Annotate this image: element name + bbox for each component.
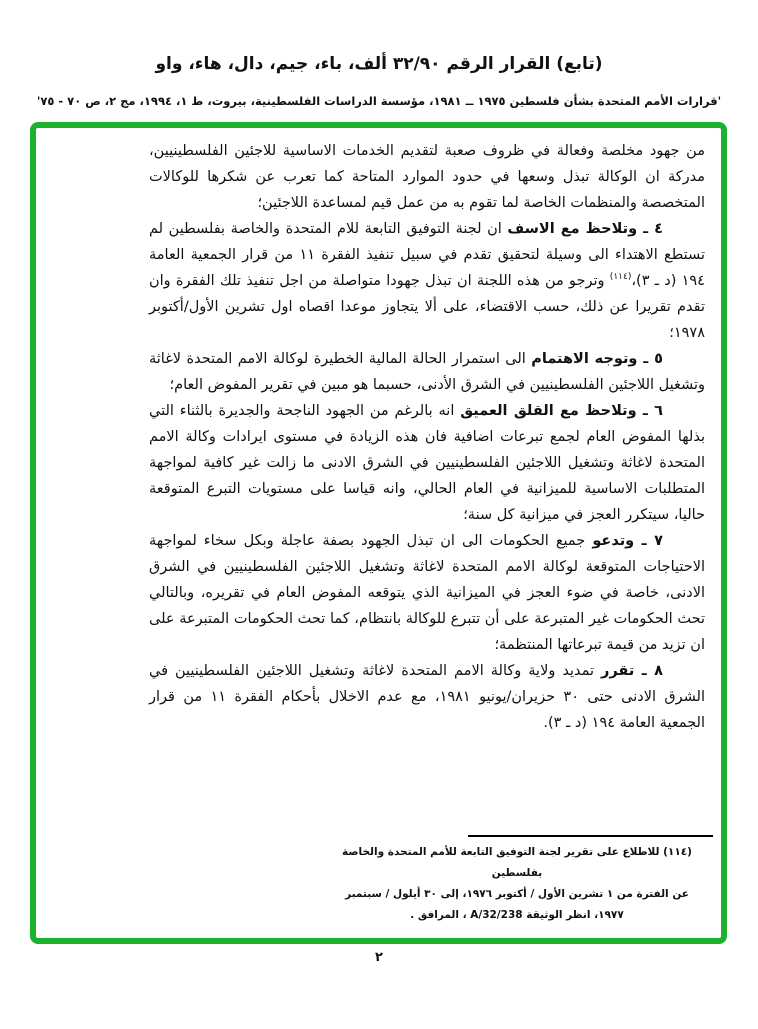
paragraph-7-text: جميع الحكومات الى ان تبذل الجهود بصفة عاجلة وبكل سخاء لمواجهة الاحتياجات المتوقعة لوكالة الامم المتحدة لاغاثة وتشغيل اللاجئين الفلسطينيين في الشرق الادنى، خاصة في ضوء العجز في الميزانية الذي يتوقعه المفوض العام في تقريره، وبالتالي تحث الحكومات غير المتبرعة على أن تتبرع للوكالة بانتظام، كما تحث الحكومات المتبرعة على ان تزيد من قيمة تبرعاتها المنتظمة؛ bbox=[149, 533, 705, 653]
source-citation: 'قرارات الأمم المتحدة بشأن فلسطين ١٩٧٥ ــ ١٩٨١، مؤسسة الدراسات الفلسطينية، بيروت، ط ١، ١٩٩٤، مج ٢، ص ٧٠ - ٧٥' bbox=[36, 94, 722, 108]
footnote bbox=[321, 835, 713, 926]
paragraph-5-lead: ٥ ـ وتوجه الاهتمام bbox=[531, 351, 663, 367]
paragraph-continuation: من جهود مخلصة وفعالة في ظروف صعبة لتقديم الخدمات الاساسية للاجئين الفلسطينيين، مدركة ان الوكالة تبذل وسعها في حدود الموارد المتاحة كما تعرب عن شكرها للوكالات المتخصصة والمنظمات الخاصة لما تقوم به من عمل قيم لمساعدة اللاجئين؛ bbox=[149, 143, 705, 211]
paragraph-4-lead: ٤ ـ وتلاحظ مع الاسف bbox=[507, 221, 663, 237]
paragraph-5 bbox=[149, 346, 705, 398]
paragraph-7-lead: ٧ ـ وتدعو bbox=[592, 533, 663, 549]
footnote-line-1: (١١٤) للاطلاع على تقرير لجنة التوفيق التابعة للأمم المتحدة والخاصة بفلسطين bbox=[342, 846, 692, 879]
paragraph-4-text-continued: وترجو من هذه اللجنة ان تبذل جهودا متواصلة من اجل تنفيذ تلك الفقرة وان تقدم تقريرا عن ذلك، حسب الاقتضاء، على ألا يتجاوز موعدا اقصاه اول تشرين الأول/أكتوبر ١٩٧٨؛ bbox=[149, 273, 705, 341]
footnote-line-3: ١٩٧٧، انظر الوثيقة A/32/238 ، المرافق . bbox=[410, 909, 624, 921]
footnote-reference-114: (١١٤) bbox=[609, 272, 632, 283]
paragraph-4 bbox=[149, 216, 705, 346]
page-number: ٢ bbox=[375, 950, 383, 965]
paragraph-5-text: الى استمرار الحالة المالية الخطيرة لوكالة الامم المتحدة لاغاثة وتشغيل اللاجئين الفلسطينيين في الشرق الأدنى، حسبما هو مبين في تقرير المفوض العام؛ bbox=[149, 351, 705, 393]
footnote-rule bbox=[468, 835, 713, 837]
paragraph-4-text: ان لجنة التوفيق التابعة للام المتحدة والخاصة بفلسطين لم تستطع الاهتداء الى وسيلة لتحقيق تقدم في سبيل تنفيذ الفقرة ١١ من قرار الجمعية العامة ١٩٤ (د ـ ٣)، bbox=[149, 221, 705, 289]
footnote-line-2: عن الفترة من ١ تشرين الأول / أكتوبر ١٩٧٦، إلى ٣٠ أيلول / سبتمبر bbox=[345, 888, 689, 900]
resolution-text bbox=[149, 138, 705, 736]
paragraph-6 bbox=[149, 398, 705, 528]
paragraph-8 bbox=[149, 658, 705, 736]
paragraph-8-text: تمديد ولاية وكالة الامم المتحدة لاغاثة وتشغيل اللاجئين الفلسطينيين في الشرق الادنى حتى ٣٠ حزيران/يونيو ١٩٨١، مع عدم الاخلال بأحكام الفقرة ١١ من قرار الجمعية العامة ١٩٤ (د ـ ٣). bbox=[149, 663, 705, 731]
paragraph-6-lead: ٦ ـ وتلاحظ مع القلق العميق bbox=[460, 403, 663, 419]
paragraph-8-lead: ٨ ـ تقرر bbox=[601, 663, 663, 679]
paragraph-6-text: انه بالرغم من الجهود الناجحة والجديرة بالثناء التي بذلها المفوض العام لجمع تبرعات اضافية فان هذه الزيادة في مستوى ايرادات وكالة الامم المتحدة لاغاثة وتشغيل اللاجئين الفلسطينيين في الشرق الادنى ما زالت غير كافية لمواجهة المتطلبات الاساسية للميزانية في العام الحالي، وانه قياسا على مستويات التبرع المتوقعة حاليا، سيتكرر العجز في ميزانية كل سنة؛ bbox=[149, 403, 705, 523]
highlight-box bbox=[30, 122, 727, 944]
paragraph-7 bbox=[149, 528, 705, 658]
document-title: (تابع) القرار الرقم ٣٢/٩٠ ألف، باء، جيم، دال، هاء، واو bbox=[155, 54, 603, 74]
